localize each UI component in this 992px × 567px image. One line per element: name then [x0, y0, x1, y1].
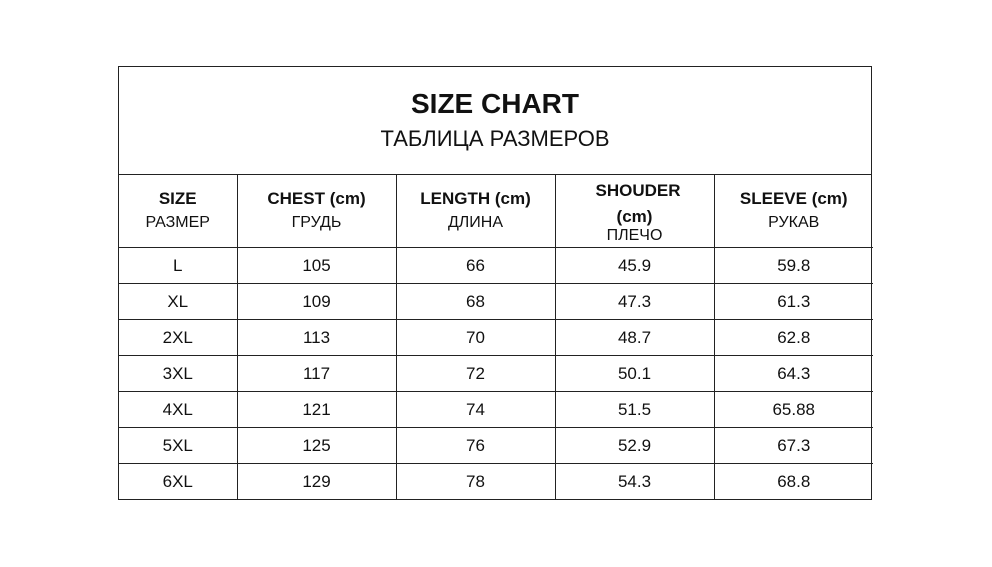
title-block	[119, 67, 871, 175]
table-cell: 105	[237, 248, 396, 284]
table-cell: 2XL	[119, 320, 237, 356]
size-table	[119, 175, 873, 499]
column-header-ru: ПЛЕЧО	[606, 227, 663, 244]
table-cell: 117	[237, 356, 396, 392]
table-cell: 78	[396, 464, 555, 500]
table-cell: 45.9	[555, 248, 714, 284]
table-cell: 50.1	[555, 356, 714, 392]
chart-subtitle: ТАБЛИЦА РАЗМЕРОВ	[380, 125, 610, 151]
column-header-en: SLEEVE (cm)	[739, 189, 848, 208]
table-cell: 64.3	[714, 356, 873, 392]
column-header-ru: ГРУДЬ	[291, 214, 342, 231]
table-cell: 62.8	[714, 320, 873, 356]
table-cell: 125	[237, 428, 396, 464]
column-header-ru: ДЛИНА	[447, 214, 504, 231]
header-row	[119, 175, 873, 248]
table-cell: 3XL	[119, 356, 237, 392]
table-cell: 109	[237, 284, 396, 320]
table-cell: 74	[396, 392, 555, 428]
table-cell: 51.5	[555, 392, 714, 428]
table-row	[119, 464, 873, 500]
table-row	[119, 392, 873, 428]
table-cell: 6XL	[119, 464, 237, 500]
column-header-en: CHEST (cm)	[267, 189, 366, 208]
column-header-sleeve	[714, 175, 873, 248]
table-row	[119, 284, 873, 320]
table-cell: 47.3	[555, 284, 714, 320]
table-cell: 67.3	[714, 428, 873, 464]
table-cell: 68.8	[714, 464, 873, 500]
table-row	[119, 356, 873, 392]
table-row	[119, 248, 873, 284]
table-cell: 68	[396, 284, 555, 320]
table-cell: 66	[396, 248, 555, 284]
table-cell: 70	[396, 320, 555, 356]
column-header-en: LENGTH (cm)	[420, 189, 531, 208]
table-row	[119, 428, 873, 464]
table-cell: 59.8	[714, 248, 873, 284]
table-cell: L	[119, 248, 237, 284]
column-header-size	[119, 175, 237, 248]
column-header-en: SIZE	[158, 189, 197, 208]
column-header-chest	[237, 175, 396, 248]
table-cell: 129	[237, 464, 396, 500]
table-cell: 52.9	[555, 428, 714, 464]
column-header-shoulder	[555, 175, 714, 248]
table-cell: XL	[119, 284, 237, 320]
table-cell: 61.3	[714, 284, 873, 320]
table-cell: 113	[237, 320, 396, 356]
column-header-ru: РАЗМЕР	[145, 214, 210, 231]
table-cell: 76	[396, 428, 555, 464]
chart-title: SIZE CHART	[411, 87, 579, 119]
table-cell: 121	[237, 392, 396, 428]
table-cell: 5XL	[119, 428, 237, 464]
column-header-length	[396, 175, 555, 248]
column-header-ru: РУКАВ	[768, 214, 820, 231]
column-header-en: SHOUDER (cm)	[595, 181, 681, 226]
table-cell: 72	[396, 356, 555, 392]
size-chart	[118, 66, 872, 500]
table-cell: 48.7	[555, 320, 714, 356]
table-cell: 65.88	[714, 392, 873, 428]
table-cell: 54.3	[555, 464, 714, 500]
table-row	[119, 320, 873, 356]
table-cell: 4XL	[119, 392, 237, 428]
